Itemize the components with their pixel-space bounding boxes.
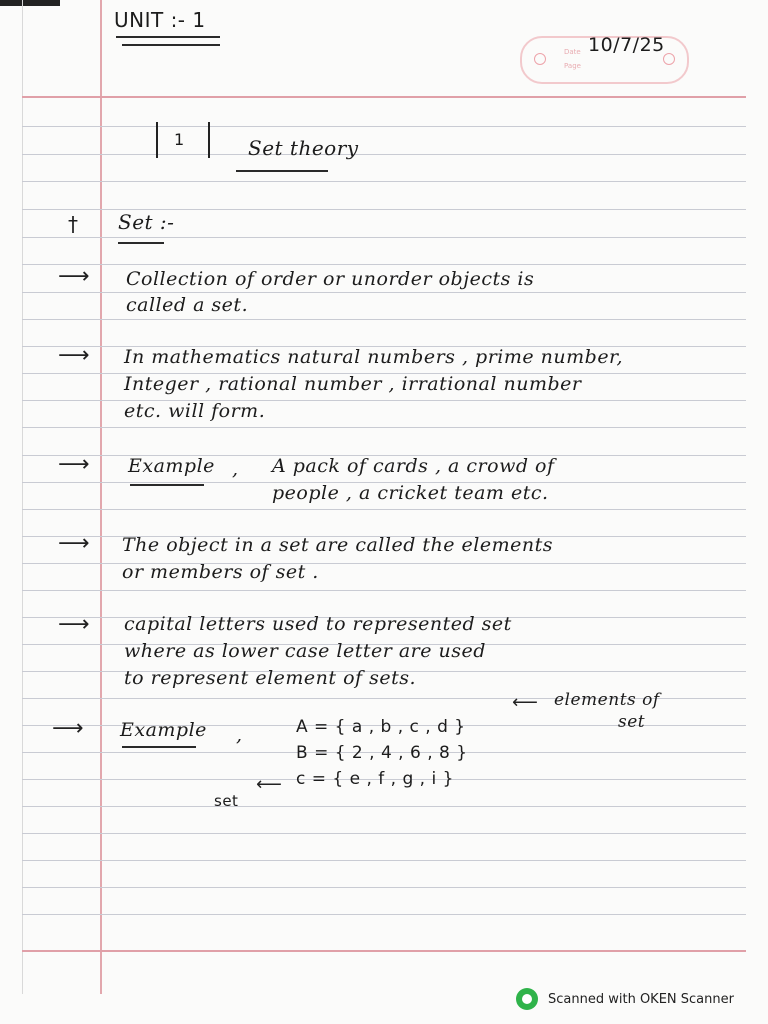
header-rule — [22, 96, 746, 98]
section-title: Set theory — [248, 136, 359, 160]
arrow-right-icon: ⟶ — [58, 531, 90, 556]
ruled-line — [22, 292, 746, 293]
arrow-left-icon: ⟵ — [512, 692, 538, 713]
page-edge — [22, 0, 23, 994]
ruled-line — [22, 319, 746, 320]
point-5-line-1: capital letters used to represented set — [124, 613, 512, 635]
margin-line — [100, 0, 102, 994]
unit-heading: UNIT :- 1 — [114, 8, 206, 32]
footer-rule — [22, 950, 746, 952]
set-heading: Set :- — [118, 210, 175, 234]
arrow-left-icon: ⟵ — [256, 774, 282, 795]
ruled-line — [22, 833, 746, 834]
set-c-definition: c = { e , f , g , i } — [296, 769, 454, 789]
annotation-set-left: set — [214, 792, 239, 810]
set-b-definition: B = { 2 , 4 , 6 , 8 } — [296, 743, 468, 763]
point-2-line-3: etc. will form. — [124, 400, 266, 422]
ruled-line — [22, 887, 746, 888]
ruled-line — [22, 154, 746, 155]
arrow-right-icon: ⟶ — [58, 612, 90, 637]
arrow-right-icon: ⟶ — [58, 452, 90, 477]
annotation-set: set — [618, 712, 646, 732]
arrow-right-icon: ⟶ — [58, 264, 90, 289]
point-4-line-2: or members of set . — [122, 561, 319, 583]
date-text: 10/7/25 — [588, 34, 665, 56]
arrow-right-icon: ⟶ — [52, 716, 84, 741]
ruled-line — [22, 509, 746, 510]
scan-corner-shadow — [0, 0, 60, 6]
point-1-line-2: called a set. — [126, 294, 249, 316]
unit-underline-2 — [122, 44, 220, 46]
point-1-line-1: Collection of order or unorder objects is — [126, 268, 535, 290]
section-title-underline — [236, 170, 328, 172]
example-comma: , — [232, 458, 239, 480]
point-3-line-2: people , a cricket team etc. — [272, 482, 549, 504]
point-2-line-1: In mathematics natural numbers , prime number, — [124, 346, 624, 368]
ruled-line — [22, 427, 746, 428]
example-underline — [130, 484, 204, 486]
ruled-line — [22, 860, 746, 861]
unit-underline — [116, 36, 220, 38]
section-number: 1 — [174, 130, 185, 149]
annotation-elements-of: elements of — [554, 690, 660, 710]
point-4-line-1: The object in a set are called the elements — [122, 534, 554, 556]
example-underline-2 — [122, 746, 196, 748]
ruled-line — [22, 806, 746, 807]
bullet-dagger-icon: † — [68, 212, 79, 236]
stamp-dot-icon — [663, 53, 675, 65]
scanner-footer — [516, 988, 734, 1010]
ruled-line — [22, 126, 746, 127]
scanner-footer-text: Scanned with OKEN Scanner — [548, 991, 734, 1007]
arrow-right-icon: ⟶ — [58, 343, 90, 368]
ruled-line — [22, 237, 746, 238]
example-label: Example — [128, 455, 215, 477]
point-5-line-3: to represent element of sets. — [124, 667, 417, 689]
stamp-dot-icon — [534, 53, 546, 65]
example-comma-2: , — [236, 724, 243, 746]
example-label-2: Example — [120, 719, 207, 741]
ruled-line — [22, 914, 746, 915]
ruled-line — [22, 264, 746, 265]
point-2-line-2: Integer , rational number , irrational number — [124, 373, 582, 395]
scanner-logo-icon — [516, 988, 538, 1010]
stamp-page-label: Page — [564, 62, 581, 70]
set-heading-underline — [118, 242, 164, 244]
stamp-date-label: Date — [564, 48, 581, 56]
ruled-line — [22, 181, 746, 182]
set-a-definition: A = { a , b , c , d } — [296, 717, 466, 737]
ruled-line — [22, 590, 746, 591]
point-3-line-1: A pack of cards , a crowd of — [272, 455, 555, 477]
point-5-line-2: where as lower case letter are used — [124, 640, 486, 662]
